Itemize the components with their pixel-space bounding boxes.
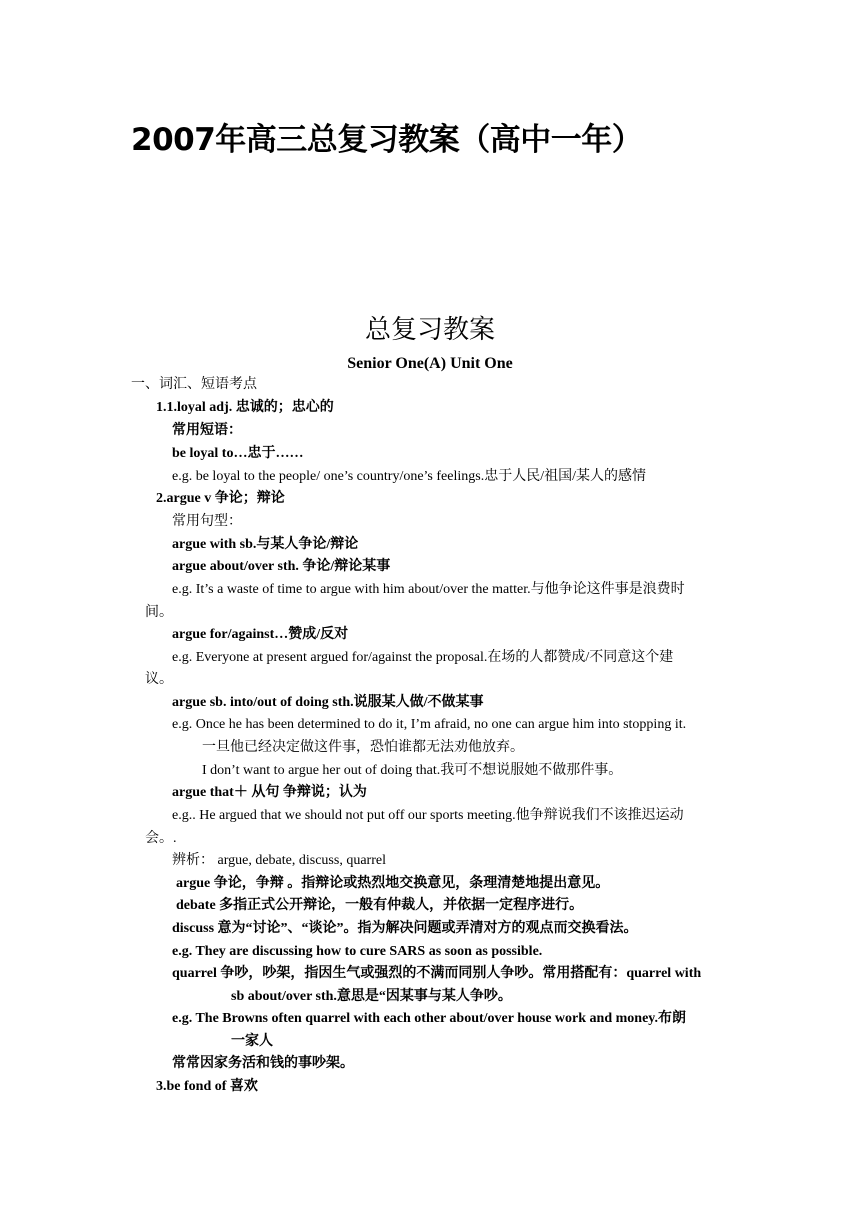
example-line: e.g. be loyal to the people/ one’s country/one’s feelings.忠于人民/祖国/某人的感情: [172, 469, 646, 484]
text-line: I don’t want to argue her out of doing that.我可不想说服她不做那件事。: [202, 763, 623, 778]
document-title: 2007年高三总复习教案（高中一年）: [131, 122, 643, 158]
text-line: argue that＋ 从句 争辩说；认为: [172, 785, 367, 800]
section-heading: 总复习教案: [364, 315, 495, 345]
text-line: 一家人: [231, 1034, 273, 1049]
text-line: 议。: [145, 672, 173, 687]
text-line: argue 争论，争辩 。指辩论或热烈地交换意见，条理清楚地提出意见。: [176, 876, 610, 891]
text-line: argue for/against…赞成/反对: [172, 627, 349, 642]
text-line: discuss 意为“讨论”、“谈论”。指为解决问题或弄清对方的观点而交换看法。: [172, 921, 638, 936]
text-line: 会。.: [145, 831, 177, 846]
text-line: argue sb. into/out of doing sth.说服某人做/不做某事: [172, 695, 484, 710]
example-line: e.g. The Browns often quarrel with each other about/over house work and money.布朗: [172, 1011, 687, 1026]
text-line: 一旦他已经决定做这件事，恐怕谁都无法劝他放弃。: [202, 740, 524, 755]
example-line: e.g. It’s a waste of time to argue with him about/over the matter.与他争论这件事是浪费时: [172, 582, 685, 597]
unit-subheading: Senior One(A) Unit One: [347, 355, 513, 372]
text-line: quarrel 争吵，吵架，指因生气或强烈的不满而同别人争吵。常用搭配有：quarrel with: [172, 966, 702, 981]
example-line: e.g. Once he has been determined to do it, I’m afraid, no one can argue him into stopping it.: [172, 717, 687, 732]
example-line: e.g. They are discussing how to cure SARS as soon as possible.: [172, 944, 543, 959]
text-line: 常用短语：: [172, 423, 242, 438]
vocab-item-heading: 2.argue v 争论；辩论: [156, 491, 285, 506]
text-line: 常用句型：: [172, 514, 242, 529]
text-line: debate 多指正式公开辩论，一般有仲裁人，并依据一定程序进行。: [176, 898, 584, 913]
text-line: 常常因家务活和钱的事吵架。: [172, 1056, 354, 1071]
text-line: argue about/over sth. 争论/辩论某事: [172, 559, 391, 574]
example-line: e.g.. He argued that we should not put off our sports meeting.他争辩说我们不该推迟运动: [172, 808, 684, 823]
text-line: 辨析： argue, debate, discuss, quarrel: [172, 853, 386, 868]
text-line: argue with sb.与某人争论/辩论: [172, 537, 359, 552]
text-line: 间。: [145, 605, 173, 620]
section-label: 一、词汇、短语考点: [131, 377, 257, 392]
text-line: be loyal to…忠于……: [172, 446, 304, 461]
vocab-item-heading: 1.1.loyal adj. 忠诚的；忠心的: [156, 400, 334, 415]
vocab-item-heading: 3.be fond of 喜欢: [156, 1079, 258, 1094]
example-line: e.g. Everyone at present argued for/against the proposal.在场的人都赞成/不同意这个建: [172, 650, 674, 665]
text-line: sb about/over sth.意思是“因某事与某人争吵。: [231, 989, 512, 1004]
